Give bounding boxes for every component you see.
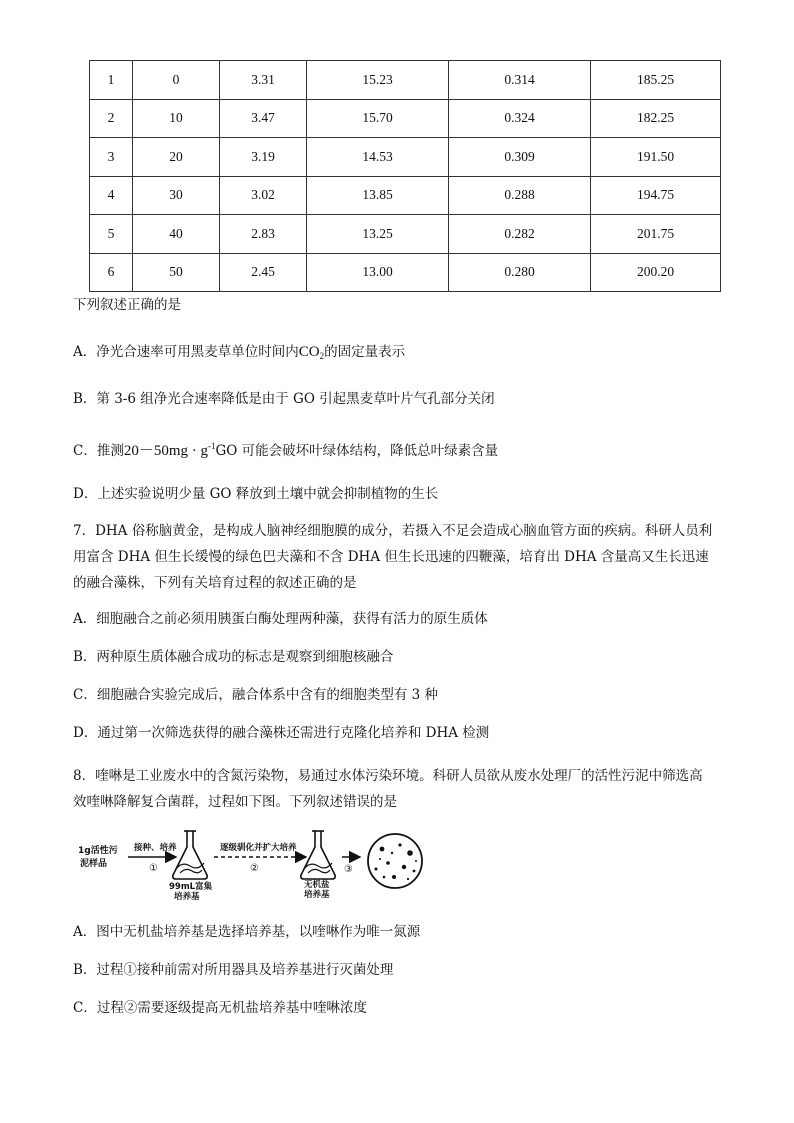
table-cell: 40: [133, 215, 220, 254]
table-cell: 10: [133, 99, 220, 138]
table-cell: 13.85: [307, 176, 449, 215]
petri-dish-icon: [368, 834, 422, 888]
q6-option-b: B．第 3-6 组净光合速率降低是由于 GO 引起黑麦草叶片气孔部分关闭: [73, 391, 495, 407]
q7-option-d: D．通过第一次筛选获得的融合藻株还需进行克隆化培养和 DHA 检测: [73, 725, 490, 741]
table-cell: 185.25: [591, 61, 721, 100]
q7-option-a: A．细胞融合之前必须用胰蛋白酶处理两种藻，获得有活力的原生质体: [73, 611, 488, 627]
table-cell: 14.53: [307, 138, 449, 177]
table-cell: 5: [90, 215, 133, 254]
q8-option-b: B．过程①接种前需对所用器具及培养基进行灭菌处理: [73, 962, 394, 978]
q6-option-c-tail: GO 可能会破坏叶绿体结构，降低总叶绿素含量: [215, 443, 499, 459]
q7-option-c: C．细胞融合实验完成后，融合体系中含有的细胞类型有 3 种: [73, 687, 439, 703]
flask2-label: 无机盐: [304, 880, 330, 890]
table-cell: 3.19: [220, 138, 307, 177]
co2-formula: [299, 344, 324, 360]
sample-label: 1g活性污: [78, 846, 118, 856]
table-row: [90, 138, 721, 177]
flask-icon: [301, 831, 335, 879]
table-row: [90, 253, 721, 292]
step3-number: ③: [344, 864, 353, 875]
concentration-range: [124, 443, 216, 459]
co2-subscript: 2: [319, 351, 325, 361]
culture-process-diagram: [70, 825, 450, 895]
table-cell: 191.50: [591, 138, 721, 177]
range-value: 20－50mg · g: [123, 443, 209, 459]
table-cell: 30: [133, 176, 220, 215]
table-cell: 3: [90, 138, 133, 177]
flask1-label-line2: 培养基: [174, 892, 200, 902]
table-cell: 0.280: [449, 253, 591, 292]
table-cell: 2: [90, 99, 133, 138]
table-cell: 0.288: [449, 176, 591, 215]
co2-symbol: CO: [298, 344, 320, 360]
table-cell: 200.20: [591, 253, 721, 292]
table-row: [90, 176, 721, 215]
table-cell: 15.23: [307, 61, 449, 100]
table-cell: 2.83: [220, 215, 307, 254]
q8-stem-line: 8．喹啉是工业废水中的含氮污染物，易通过水体污染环境。科研人员欲从废水处理厂的活性污泥中筛选高: [73, 768, 703, 784]
table-cell: 3.31: [220, 61, 307, 100]
table-cell: 13.25: [307, 215, 449, 254]
flask-icon: [173, 831, 207, 879]
range-exponent: -1: [208, 441, 216, 451]
table-cell: 4: [90, 176, 133, 215]
q6-option-a-tail: 的固定量表示: [324, 344, 406, 360]
step2-label: 逐级驯化并扩大培养: [220, 843, 297, 853]
table-cell: 0.324: [449, 99, 591, 138]
q8-option-c: C．过程②需要逐级提高无机盐培养基中喹啉浓度: [73, 1000, 367, 1016]
data-table: [89, 60, 721, 292]
table-cell: 50: [133, 253, 220, 292]
table-cell: 3.47: [220, 99, 307, 138]
table-cell: 0: [133, 61, 220, 100]
q7-stem-line: 用富含 DHA 但生长缓慢的绿色巴夫藻和不含 DHA 但生长迅速的四鞭藻，培育出 DHA 含量高又生长迅速: [73, 549, 709, 565]
table-row: [90, 61, 721, 100]
table-cell: 194.75: [591, 176, 721, 215]
q6-option-a-text: A．净光合速率可用黑麦草单位时间内: [73, 344, 299, 360]
step1-label: 接种、培养: [134, 843, 177, 853]
step1-number: ①: [149, 863, 158, 874]
q7-stem-line: 7．DHA 俗称脑黄金，是构成人脑神经细胞膜的成分，若摄入不足会造成心脑血管方面的疾病。科研人员利: [73, 523, 713, 539]
table-cell: 2.45: [220, 253, 307, 292]
table-cell: 182.25: [591, 99, 721, 138]
table-cell: 1: [90, 61, 133, 100]
q6-option-c-text: C．推测: [73, 443, 124, 459]
table-row: [90, 215, 721, 254]
q7-stem: [73, 518, 723, 596]
q6-option-c: [73, 436, 498, 461]
q8-option-a: A．图中无机盐培养基是选择培养基，以喹啉作为唯一氮源: [73, 924, 421, 940]
table-cell: 15.70: [307, 99, 449, 138]
q6-option-d: D．上述实验说明少量 GO 释放到土壤中就会抑制植物的生长: [73, 486, 439, 502]
q6-option-a: [73, 342, 405, 366]
table-cell: 0.282: [449, 215, 591, 254]
table-cell: 20: [133, 138, 220, 177]
table-cell: 6: [90, 253, 133, 292]
flask2-label-line2: 培养基: [304, 890, 330, 900]
table-cell: 3.02: [220, 176, 307, 215]
q7-stem-line: 的融合藻株，下列有关培育过程的叙述正确的是: [73, 575, 357, 591]
step2-number: ②: [250, 863, 259, 874]
table-cell: 13.00: [307, 253, 449, 292]
q8-stem-line: 效喹啉降解复合菌群，过程如下图。下列叙述错误的是: [73, 794, 397, 810]
flask1-label: 99mL富集: [169, 882, 213, 892]
table-cell: 201.75: [591, 215, 721, 254]
table-row: [90, 99, 721, 138]
sample-label: 泥样品: [80, 859, 108, 869]
table-cell: 0.314: [449, 61, 591, 100]
table-cell: 0.309: [449, 138, 591, 177]
q6-stem: 下列叙述正确的是: [73, 297, 181, 313]
q8-stem: [73, 763, 723, 815]
q7-option-b: B．两种原生质体融合成功的标志是观察到细胞核融合: [73, 649, 394, 665]
